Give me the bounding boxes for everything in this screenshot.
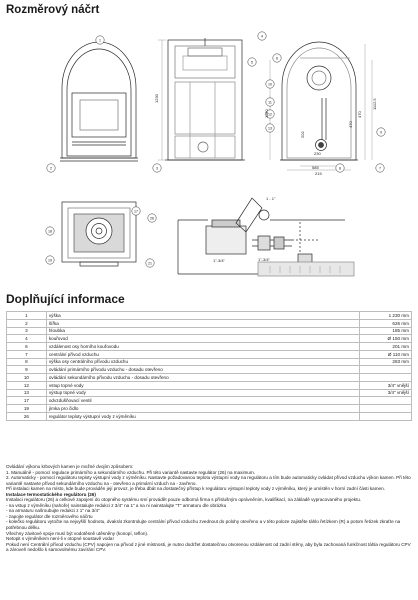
param-number: 26 bbox=[7, 412, 47, 420]
note-paragraph: - zapojte regulátor dle rozměrového náčrtu bbox=[6, 513, 93, 519]
dim-height: 1230 bbox=[154, 94, 159, 103]
callout-3 bbox=[153, 164, 161, 172]
dim-thread-right: 1"-3/4" bbox=[258, 257, 270, 262]
param-description: centrální přívod vzduchu bbox=[46, 350, 359, 358]
param-value: 626 mm bbox=[360, 319, 412, 327]
callout-1 bbox=[96, 36, 104, 44]
note-paragraph: - na vstup z výměníku (nahoře) nainstalujte redukci z 3/4" na 1" a na ni nainstalujte "T" armaturu dle obrázku bbox=[6, 502, 227, 508]
param-number: 6 bbox=[7, 343, 47, 351]
dimension-drawings bbox=[0, 18, 418, 288]
param-description: odvzdušňovací ventil bbox=[46, 397, 359, 405]
front-view bbox=[60, 42, 138, 161]
side-view bbox=[158, 38, 245, 160]
param-number: 19 bbox=[7, 405, 47, 413]
param-value: 201 mm bbox=[360, 343, 412, 351]
table-row bbox=[7, 405, 412, 413]
table-row bbox=[7, 319, 412, 327]
section-title: Doplňující informace bbox=[6, 292, 125, 306]
callout-number: 9 bbox=[380, 130, 382, 135]
table-row bbox=[7, 412, 412, 420]
rear-view bbox=[270, 42, 372, 170]
callout-number: 10 bbox=[268, 82, 272, 87]
dim-230: 230 bbox=[314, 151, 321, 156]
param-value: 3/4" vnější bbox=[360, 381, 412, 389]
param-description: vstup topné vody bbox=[46, 381, 359, 389]
installation-notes bbox=[6, 464, 412, 553]
callout-number: 7 bbox=[379, 166, 381, 171]
regulator-detail bbox=[178, 198, 354, 276]
table-row bbox=[7, 312, 412, 320]
note-paragraph: Všechny závitové spoje musí být vodotěsně utěsněny (konopí, teflon). bbox=[6, 530, 149, 536]
note-paragraph: Instalaci regulátoru (26) a celkové zapojení do otopného systému smí provádět pouze odborná firma s příslušným oprávněním, kvalifikací, na základě vypracovaného projektu. bbox=[6, 497, 362, 503]
param-value bbox=[360, 374, 412, 382]
table-row bbox=[7, 350, 412, 358]
callout-14 bbox=[132, 207, 140, 215]
param-number: 1 bbox=[7, 312, 47, 320]
param-description: výstup topné vody bbox=[46, 389, 359, 397]
param-value: 185 mm bbox=[360, 327, 412, 335]
table-row bbox=[7, 358, 412, 366]
callout-number: 6 bbox=[276, 56, 278, 61]
parameters-table bbox=[6, 311, 412, 421]
param-description: hloubka bbox=[46, 327, 359, 335]
callout-number: 4 bbox=[261, 34, 263, 39]
page-title: Rozměrový náčrt bbox=[6, 4, 100, 16]
callout-number: 26 bbox=[150, 216, 154, 221]
callout-number: 5 bbox=[251, 60, 253, 65]
callout-number: 12 bbox=[268, 112, 272, 117]
param-description: vzdálenost osy horního kouřovodu bbox=[46, 343, 359, 351]
callout-4 bbox=[258, 32, 266, 40]
note-paragraph: - kolečko regulátoru vytočte na nejvyšší hodnotu, dvakrát zkontrolujte centrální přívod vzduchu zvednout do polohy otevřeno a v této poloze zajistěte táhlo řetízkem (R) a potom řetízek zkraťte na potřebnou délku. bbox=[6, 519, 401, 531]
callout-2 bbox=[47, 164, 55, 172]
dim-470a: 470 bbox=[348, 121, 353, 128]
callout-16 bbox=[46, 256, 54, 264]
callout-5 bbox=[248, 58, 256, 66]
table-row bbox=[7, 366, 412, 374]
param-value: Ø 150 mm bbox=[360, 335, 412, 343]
technical-drawing bbox=[0, 18, 418, 288]
callout-11 bbox=[266, 98, 274, 106]
param-number: 12 bbox=[7, 381, 47, 389]
param-number: 13 bbox=[7, 389, 47, 397]
callout-8 bbox=[336, 164, 344, 172]
callout-number: 19 bbox=[48, 258, 52, 263]
table-row bbox=[7, 397, 412, 405]
param-number: 4 bbox=[7, 335, 47, 343]
callout-number: 11 bbox=[268, 100, 272, 105]
param-description: výška bbox=[46, 312, 359, 320]
dim-1112: 1112.5 bbox=[372, 98, 377, 110]
dim-215: 215 bbox=[315, 171, 322, 176]
callout-number: 13 bbox=[268, 126, 272, 131]
callout-number: 8 bbox=[339, 166, 341, 171]
param-description: ovládání sekundárního přívodu vzduchu - dosadu otevřeno bbox=[46, 374, 359, 382]
param-value bbox=[360, 412, 412, 420]
callout-number: 3 bbox=[156, 166, 158, 171]
param-number: 3 bbox=[7, 327, 47, 335]
note-paragraph: 1. Manuálně - pomocí regulace primárního a sekundárního vzduchu. Při této variantě nastavte regulátor (26) na maximum. bbox=[6, 469, 255, 475]
callout-10 bbox=[266, 80, 274, 88]
dim-thread-t: 1 - 1" bbox=[266, 196, 276, 201]
callout-number: 1 bbox=[99, 38, 101, 43]
param-description: jímka pro čidlo bbox=[46, 405, 359, 413]
table-row bbox=[7, 374, 412, 382]
param-value: Ø 110 mm bbox=[360, 350, 412, 358]
callout-number: 18 bbox=[48, 229, 52, 234]
dim-470b: 470 bbox=[357, 111, 362, 118]
param-number: 10 bbox=[7, 374, 47, 382]
table-row bbox=[7, 335, 412, 343]
param-value bbox=[360, 366, 412, 374]
param-description: regulátor teploty výstupní vody z výměníku bbox=[46, 412, 359, 420]
table-row bbox=[7, 389, 412, 397]
param-value: 283 mm bbox=[360, 358, 412, 366]
param-value: 3/4" vnější bbox=[360, 389, 412, 397]
dim-1180: 1180 bbox=[264, 109, 269, 118]
callout-number: 21 bbox=[148, 261, 152, 266]
note-paragraph: Netopit s výměníkem není-li v otopné soustavě voda! bbox=[6, 536, 114, 542]
dim-thread-left: 1"-3/4" bbox=[213, 258, 225, 263]
param-number: 2 bbox=[7, 319, 47, 327]
callout-15 bbox=[46, 227, 54, 235]
param-description: šířka bbox=[46, 319, 359, 327]
callout-18 bbox=[148, 214, 156, 222]
top-view bbox=[62, 202, 136, 266]
param-description: kouřovod bbox=[46, 335, 359, 343]
note-paragraph: Při instalaci kamen na místo, kde bude prováděn její provoz, je třeba dbát na dostatečný přístup k regulátoru výstupní teploty vody z výměníku, který je umístěn v horní zadní části kamen. bbox=[6, 486, 385, 492]
param-description: výška osy centrálního přívodu vzduchu bbox=[46, 358, 359, 366]
callout-number: 2 bbox=[50, 166, 52, 171]
param-number: 17 bbox=[7, 397, 47, 405]
param-value: 1 230 mm bbox=[360, 312, 412, 320]
table-row bbox=[7, 343, 412, 351]
param-value bbox=[360, 397, 412, 405]
param-description: ovládání primárního přívodu vzduchu - dosadu otevřeno bbox=[46, 366, 359, 374]
callout-13 bbox=[266, 124, 274, 132]
param-number: 9 bbox=[7, 366, 47, 374]
dim-202: 202 bbox=[300, 131, 305, 138]
note-heading: Instalace termostatického regulátoru (26) bbox=[6, 491, 96, 497]
callout-number: 17 bbox=[134, 209, 138, 214]
note-paragraph: - na armaturu našroubujte redukci z 1" na 3/4" bbox=[6, 508, 100, 514]
table-row bbox=[7, 327, 412, 335]
param-value bbox=[360, 405, 412, 413]
callout-17 bbox=[146, 259, 154, 267]
dim-585: 585 bbox=[312, 165, 319, 170]
table-row bbox=[7, 381, 412, 389]
callout-6 bbox=[273, 54, 281, 62]
param-number: 7 bbox=[7, 350, 47, 358]
param-number: 8 bbox=[7, 358, 47, 366]
note-paragraph: 2. Automaticky - pomocí regulátoru teploty výstupní vody z výměníku. Nastavte požadovanou teplotu výstupní vody na regulátoru a tím bude automaticky ovládat přívod vzduchu výkon kamen. Při této variantě nastavte přívod sekundárního vzduchu na - otevřeno a primární vzduch na - zavřeno. bbox=[6, 475, 411, 486]
note-paragraph: Pokud není Centrální přívod vzduchu (CPV) napojen na přívod z jiné místnosti, je nutno dodržet dostatečnou otvorenou vzdálenost od zadní stěny, aby byla zachovaná funkčnost táhla regulátoru CPV a zároveň nedošlo k samovolnému zavírání CPV. bbox=[6, 541, 411, 553]
note-paragraph: Ovládání výkonu krbových kamen je možné dvojím způsobem: bbox=[6, 464, 134, 469]
callout-7 bbox=[376, 164, 384, 172]
callout-9 bbox=[377, 128, 385, 136]
